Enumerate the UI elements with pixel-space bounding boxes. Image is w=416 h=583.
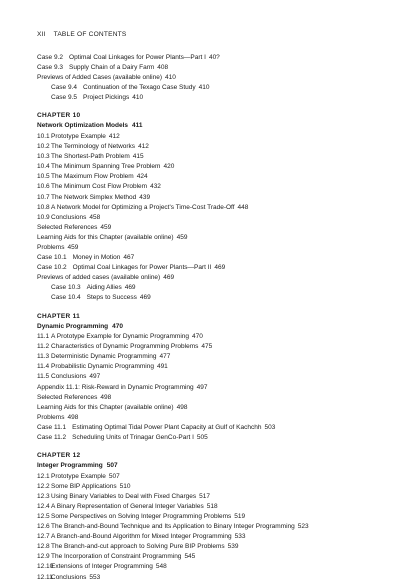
toc-entry [37, 233, 397, 243]
entry-section-number: 12.10 [37, 563, 54, 571]
toc-entry [37, 142, 397, 152]
entry-title: Conclusions [51, 573, 87, 581]
entry-page-number: 40? [208, 54, 220, 61]
entry-page-number: 553 [89, 573, 101, 581]
entry-title: Aiding Allies [86, 284, 122, 292]
entry-section-number: Case 11.1 [37, 423, 67, 431]
entry-title: A Binary Representation of General Integer Variables [51, 502, 204, 510]
entry-title: The Minimum Cost Flow Problem [51, 183, 148, 191]
toc-entry [37, 562, 397, 572]
toc-entry [37, 423, 397, 433]
toc-entry [37, 63, 397, 73]
entry-title: Some BIP Applications [51, 482, 117, 490]
toc-entry [37, 93, 397, 103]
entry-title: Previews of Added Cases (available online) [37, 74, 163, 82]
toc-entry [37, 512, 397, 522]
chapter-title [37, 461, 397, 472]
entry-title: Prototype Example [51, 132, 106, 140]
entry-page-number: 491 [156, 363, 168, 371]
entry-section-number: 11.3 [37, 353, 50, 361]
entry-page-number: 410 [165, 74, 176, 82]
toc-entry [37, 393, 397, 403]
entry-page-number: 420 [163, 163, 175, 171]
entry-title: Conclusions [51, 213, 87, 221]
toc-entry [37, 352, 397, 362]
entry-section-number: 12.3 [37, 492, 50, 500]
entry-page-number: 410 [198, 84, 210, 92]
entry-page-number: 459 [100, 223, 112, 231]
entry-page-number: 469 [139, 294, 151, 302]
toc-entry [37, 193, 397, 203]
entry-section-number: Case 9.4 [51, 84, 78, 92]
entry-title: The Network Simplex Method [51, 193, 137, 201]
toc-entry [37, 132, 397, 142]
toc-entry [37, 73, 397, 83]
chapter-label: CHAPTER 12 [37, 452, 81, 460]
chapter-spacer [37, 103, 397, 111]
entry-page-number: 498 [67, 413, 79, 421]
chapter-label: CHAPTER 11 [37, 312, 81, 320]
chapter-page-number: 470 [112, 322, 124, 330]
entry-page-number: 459 [67, 244, 79, 251]
toc-entry [37, 213, 397, 223]
toc-entry [37, 403, 397, 413]
toc-entry [37, 502, 397, 512]
entry-section-number: 12.7 [37, 533, 50, 541]
entry-title: Optimal Coal Linkages for Power Plants—Part II [72, 264, 212, 272]
chapter-title [37, 121, 397, 132]
toc-entry [37, 152, 397, 162]
entry-page-number: 470 [192, 333, 203, 341]
toc-entry [37, 332, 397, 342]
entry-page-number: 523 [297, 523, 309, 531]
entry-section-number: 11.2 [37, 343, 50, 351]
toc-entry [37, 472, 397, 482]
entry-section-number: 10.1 [37, 132, 50, 140]
toc-entry [37, 552, 397, 562]
entry-section-number: 10.6 [37, 183, 50, 191]
chapter-title-text: Dynamic Programming [37, 322, 109, 330]
entry-section-number: 11.1 [37, 333, 50, 341]
entry-section-number: 12.1 [37, 472, 50, 480]
entry-page-number: 448 [237, 203, 249, 211]
entry-title: The Minimum Spanning Tree Problem [51, 163, 161, 171]
table-of-contents [37, 53, 397, 583]
toc-entry [37, 253, 397, 263]
entry-page-number: 408 [157, 64, 169, 72]
entry-page-number: 475 [201, 343, 213, 351]
toc-entry [37, 273, 397, 283]
entry-title: Steps to Success [86, 294, 137, 302]
entry-section-number: Case 9.5 [51, 94, 78, 102]
entry-page-number: 497 [196, 383, 208, 391]
toc-entry [37, 243, 397, 253]
entry-page-number: 507 [108, 472, 120, 480]
entry-page-number: 415 [132, 153, 144, 161]
entry-title: Using Binary Variables to Deal with Fixed Charges [51, 492, 197, 500]
entry-title: Selected References [37, 223, 98, 231]
entry-title: Scheduling Units of Trinagar GenCo-Part I [72, 434, 194, 441]
entry-title: The Branch-and-Bound Technique and Its Application to Binary Integer Programming [51, 523, 295, 531]
entry-section-number: 11.5 [37, 373, 50, 381]
entry-title: The Terminology of Networks [51, 143, 136, 151]
entry-page-number: 498 [100, 393, 112, 401]
entry-title: Supply Chain of a Dairy Farm [69, 64, 155, 72]
entry-section-number: 12.4 [37, 502, 50, 510]
toc-entry [37, 383, 397, 393]
entry-title: Learning Aids for this Chapter (available online) [37, 233, 174, 241]
toc-entry [37, 433, 397, 443]
chapter-label: CHAPTER 10 [37, 112, 81, 120]
entry-page-number: 469 [163, 274, 175, 282]
entry-title: Prototype Example [51, 472, 106, 480]
entry-title: The Incorporation of Constraint Programming [51, 553, 182, 561]
entry-title: The Shortest-Path Problem [51, 153, 130, 161]
toc-entry [37, 223, 397, 233]
entry-page-number: 467 [123, 254, 135, 262]
entry-section-number: 10.2 [37, 143, 50, 151]
entry-section-number: 10.3 [37, 153, 50, 161]
entry-title: Optimal Coal Linkages for Power Plants—Part I [69, 54, 206, 61]
entry-section-number: 11.4 [37, 363, 50, 371]
toc-entry [37, 482, 397, 492]
entry-title: Project Pickings [83, 94, 130, 102]
entry-section-number: 10.7 [37, 193, 50, 201]
entry-title: Money in Motion [72, 254, 121, 262]
entry-title: Problems [37, 244, 65, 251]
chapter-spacer [37, 304, 397, 312]
entry-title: A Network Model for Optimizing a Project's Time-Cost Trade-Off [51, 203, 235, 211]
toc-entry [37, 362, 397, 372]
entry-title: Some Perspectives on Solving Integer Programming Problems [51, 512, 232, 520]
toc-entry [37, 413, 397, 423]
toc-entry [37, 372, 397, 382]
toc-entry [37, 293, 397, 303]
entry-title: Conclusions [51, 373, 87, 381]
entry-title: Appendix 11.1: Risk-Reward in Dynamic Programming [37, 383, 194, 391]
toc-entry [37, 542, 397, 552]
toc-entry [37, 342, 397, 352]
entry-page-number: 545 [184, 553, 196, 561]
entry-page-number: 519 [234, 512, 246, 520]
chapter-page-number: 507 [106, 462, 118, 470]
entry-title: Estimating Optimal Tidal Power Plant Capacity at Gulf of Kachchh [72, 423, 262, 431]
chapter-page-number: 411 [132, 122, 143, 130]
entry-title: Selected References [37, 393, 98, 401]
running-header [37, 31, 126, 38]
entry-section-number: 12.9 [37, 553, 50, 561]
entry-page-number: 498 [176, 403, 188, 411]
entry-title: The Branch-and-cut approach to Solving Pure BIP Problems [51, 543, 225, 551]
entry-section-number: 10.8 [37, 203, 50, 211]
entry-page-number: 469 [214, 264, 226, 272]
entry-page-number: 539 [227, 543, 239, 551]
toc-entry [37, 263, 397, 273]
entry-title: Probabilistic Dynamic Programming [51, 363, 154, 371]
entry-page-number: 424 [136, 173, 148, 181]
entry-title: The Maximum Flow Problem [51, 173, 134, 181]
entry-page-number: 432 [150, 183, 161, 191]
entry-section-number: 12.5 [37, 512, 50, 520]
entry-section-number: 12.2 [37, 482, 50, 490]
entry-page-number: 533 [234, 533, 246, 541]
toc-entry [37, 532, 397, 542]
entry-page-number: 510 [119, 482, 131, 490]
chapter-title-text: Integer Programming [37, 462, 103, 470]
toc-entry [37, 203, 397, 213]
entry-page-number: 503 [264, 423, 276, 431]
entry-page-number: 439 [139, 193, 151, 201]
entry-page-number: 469 [124, 284, 136, 292]
entry-page-number: 497 [89, 373, 101, 381]
entry-page-number: 518 [206, 502, 218, 510]
toc-entry [37, 83, 397, 93]
entry-title: Problems [37, 413, 65, 421]
entry-page-number: 505 [196, 434, 208, 441]
entry-title: Extensions of Integer Programming [51, 563, 153, 571]
toc-entry [37, 182, 397, 192]
entry-section-number: Case 9.3 [37, 64, 64, 72]
entry-section-number: 10.5 [37, 173, 50, 181]
chapter-title-text: Network Optimization Models [37, 122, 129, 130]
entry-page-number: 410 [132, 94, 144, 102]
entry-section-number: 12.11 [37, 573, 53, 581]
toc-entry [37, 283, 397, 293]
chapter-spacer [37, 443, 397, 451]
header-title: TABLE OF CONTENTS [53, 31, 127, 38]
toc-entry [37, 522, 397, 532]
entry-title: Learning Aids for this Chapter (available online) [37, 403, 174, 411]
entry-title: Characteristics of Dynamic Programming Problems [51, 343, 199, 351]
chapter-title [37, 322, 397, 333]
entry-page-number: 517 [199, 492, 210, 500]
entry-section-number: Case 10.4 [51, 294, 81, 302]
entry-section-number: Case 11.2 [37, 434, 67, 441]
toc-entry [37, 162, 397, 172]
entry-title: Continuation of the Texago Case Study [83, 84, 196, 92]
entry-section-number: Case 10.3 [51, 284, 81, 292]
entry-page-number: 412 [108, 132, 120, 140]
entry-section-number: 10.9 [37, 213, 50, 221]
entry-page-number: 459 [176, 233, 188, 241]
entry-page-number: 458 [89, 213, 101, 221]
entry-section-number: 12.8 [37, 543, 50, 551]
entry-page-number: 477 [159, 353, 171, 361]
toc-entry [37, 53, 397, 63]
entry-section-number: 12.6 [37, 523, 50, 531]
entry-title: Deterministic Dynamic Programming [51, 353, 157, 361]
entry-title: Previews of added cases (available online) [37, 274, 161, 282]
page-number: XII [37, 31, 46, 38]
toc-entry [37, 573, 397, 583]
entry-title: A Prototype Example for Dynamic Programming [51, 333, 189, 341]
entry-page-number: 412 [138, 143, 149, 151]
entry-section-number: 10.4 [37, 163, 50, 171]
toc-entry [37, 492, 397, 502]
entry-title: A Branch-and-Bound Algorithm for Mixed Integer Programming [51, 533, 232, 541]
entry-section-number: Case 10.2 [37, 264, 67, 272]
entry-section-number: Case 10.1 [37, 254, 67, 262]
toc-entry [37, 172, 397, 182]
entry-page-number: 548 [155, 563, 167, 571]
entry-section-number: Case 9.2 [37, 54, 64, 61]
